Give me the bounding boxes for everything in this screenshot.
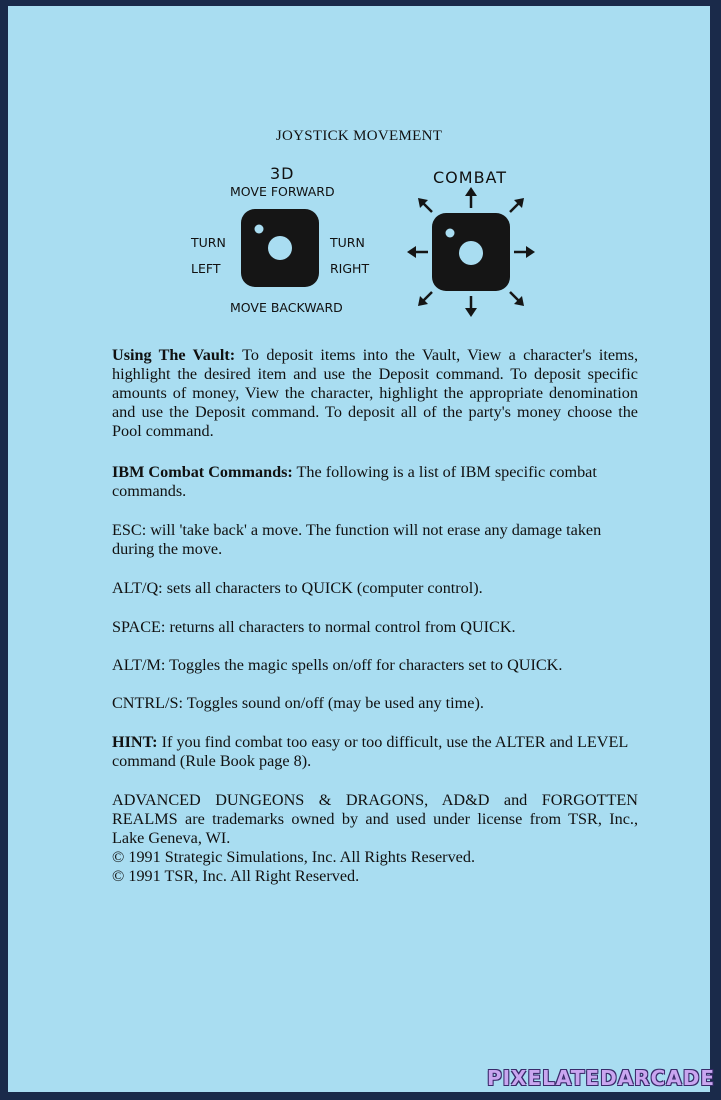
trademark-text: ADVANCED DUNGEONS & DRAGONS, AD&D and FORGOTTEN REALMS are trademarks owned by and used under license from TSR, Inc., Lake Geneva, WI.	[112, 791, 638, 847]
joystick-combat-icon	[432, 213, 510, 291]
command-text: ALT/Q: sets all characters to QUICK (computer control).	[112, 579, 483, 597]
label-turn-left-2: LEFT	[191, 261, 221, 276]
page-title: JOYSTICK MOVEMENT	[275, 128, 443, 144]
hint-text: If you find combat too easy or too difficult, use the ALTER and LEVEL command (Rule Book page 8).	[112, 733, 628, 770]
command-text: SPACE: returns all characters to normal control from QUICK.	[112, 618, 516, 636]
vault-label: Using The Vault:	[112, 346, 236, 364]
manual-page	[8, 6, 710, 1092]
command-text: ALT/M: Toggles the magic spells on/off for characters set to QUICK.	[112, 656, 563, 674]
diagram-3d-title: 3D	[270, 164, 295, 183]
label-move-forward: MOVE FORWARD	[230, 184, 335, 199]
copyright-ssi: © 1991 Strategic Simulations, Inc. All Rights Reserved.	[112, 848, 475, 866]
label-move-backward: MOVE BACKWARD	[230, 300, 343, 315]
trademark-paragraph	[112, 791, 638, 886]
command-alt-q	[112, 579, 638, 598]
watermark-logo: PIXELATEDARCADE	[486, 1066, 715, 1090]
joystick-3d-icon	[241, 209, 319, 287]
hint-label: HINT:	[112, 733, 158, 751]
command-text: CNTRL/S: Toggles sound on/off (may be used any time).	[112, 694, 484, 712]
hint-paragraph	[112, 733, 638, 771]
command-alt-m	[112, 656, 638, 675]
label-turn-right-1: TURN	[330, 235, 365, 250]
joystick-diagrams	[8, 6, 710, 336]
command-space	[112, 618, 638, 637]
label-turn-right-2: RIGHT	[330, 261, 370, 276]
command-cntrl-s	[112, 694, 638, 713]
command-esc	[112, 521, 638, 559]
label-turn-left-1: TURN	[191, 235, 226, 250]
command-text: ESC: will 'take back' a move. The function will not erase any damage taken during the move.	[112, 521, 602, 558]
vault-paragraph	[112, 346, 638, 441]
combat-commands-paragraph	[112, 463, 638, 501]
combat-text: The following is a list of IBM specific combat commands.	[112, 463, 597, 500]
copyright-tsr: © 1991 TSR, Inc. All Right Reserved.	[112, 867, 360, 885]
diagram-combat-title: COMBAT	[433, 168, 508, 187]
combat-label: IBM Combat Commands:	[112, 463, 293, 481]
vault-text: To deposit items into the Vault, View a character's items, highlight the desired item and use the Deposit command. To deposit specific amounts of money, View the character, highlight the appropriate denomination and use the Deposit command. To deposit all of the party's money choose the Pool command.	[112, 346, 638, 440]
